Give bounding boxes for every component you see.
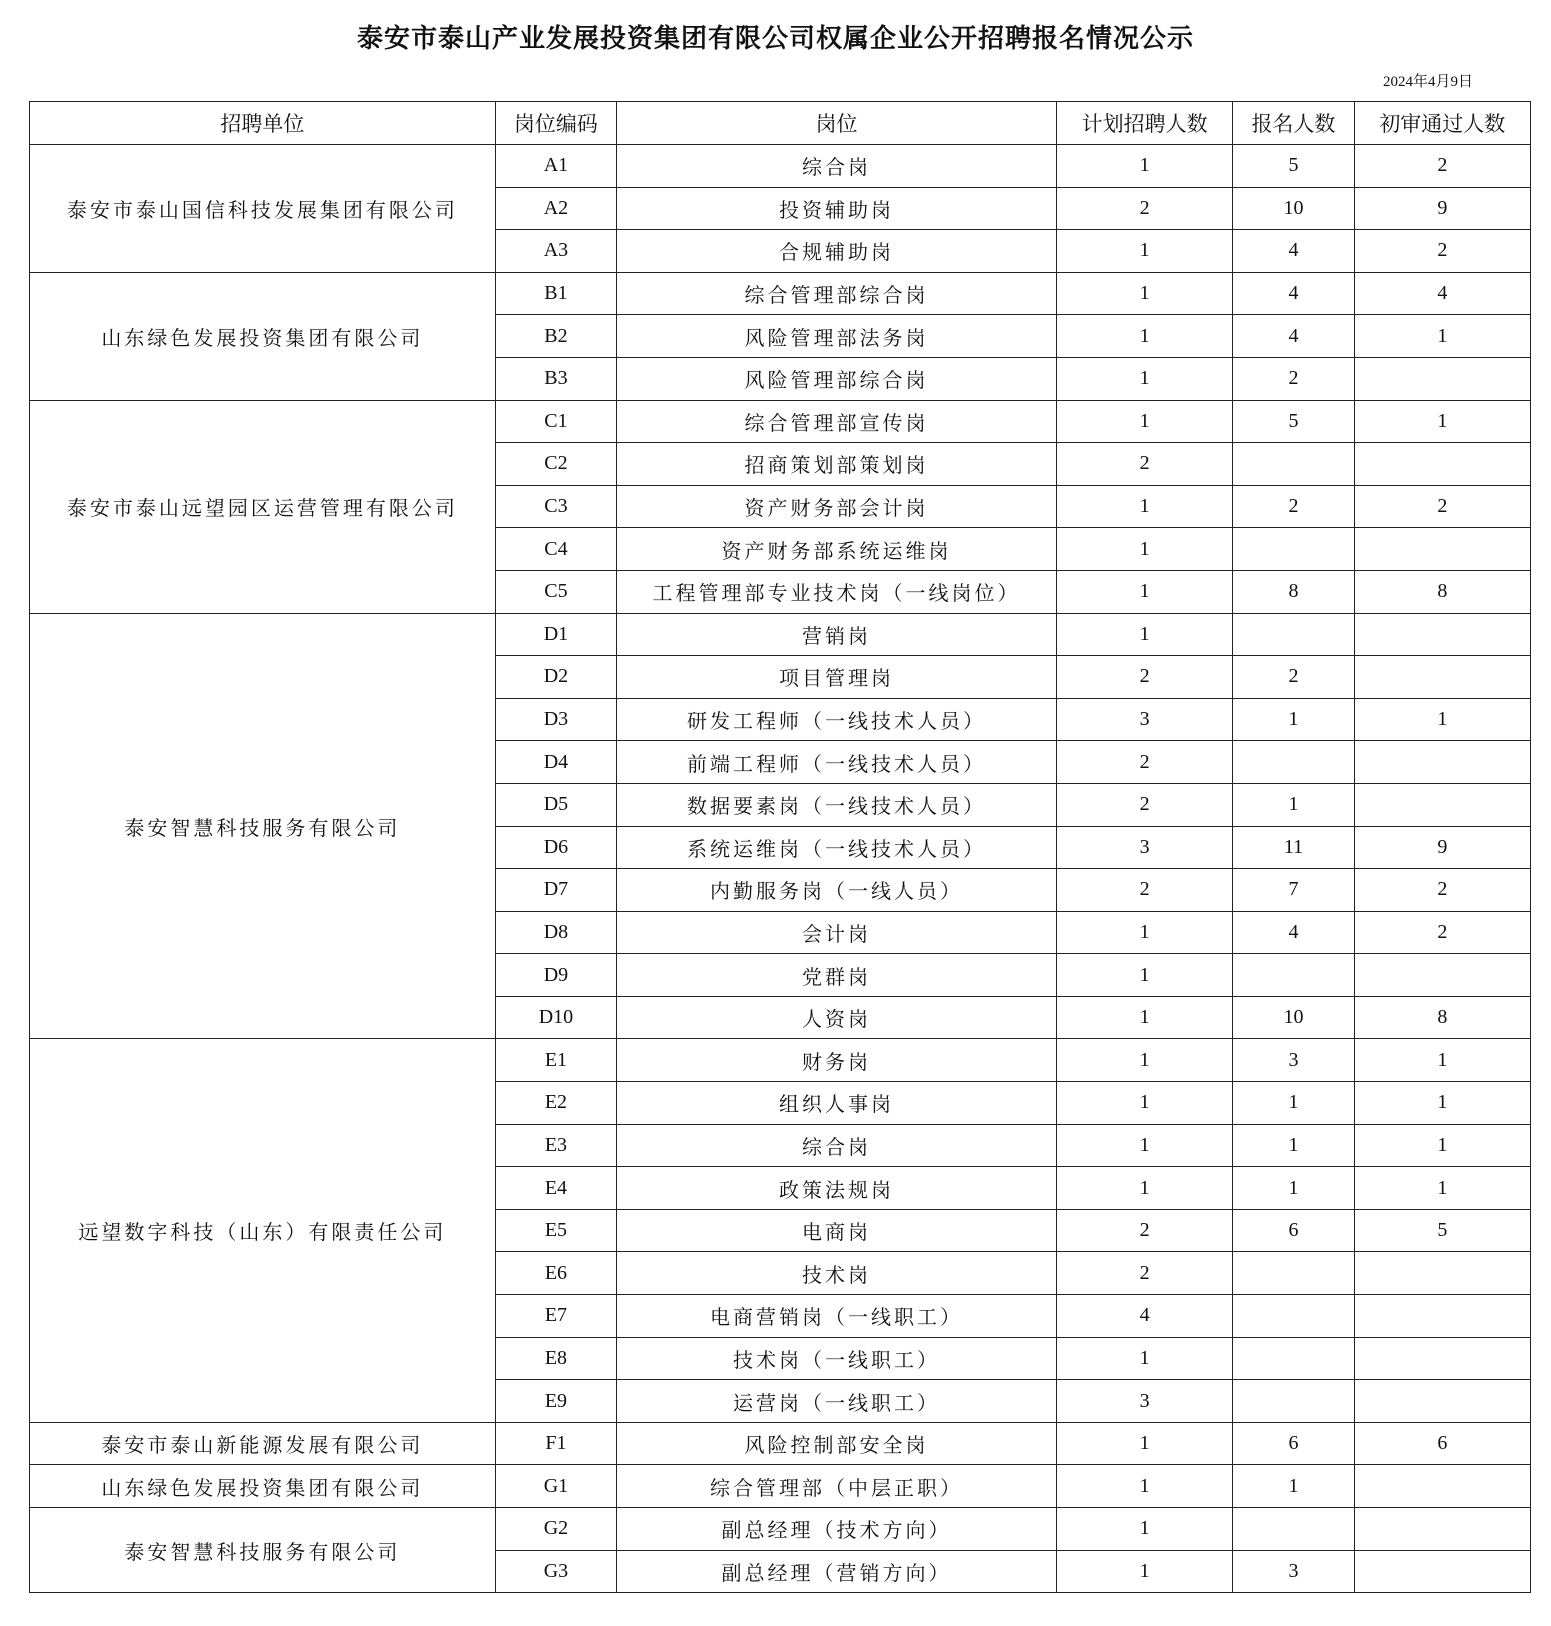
cell-post: 综合管理部综合岗 <box>617 272 1057 315</box>
header-unit: 招聘单位 <box>30 102 496 145</box>
cell-passed <box>1354 1550 1530 1593</box>
cell-passed <box>1354 1337 1530 1380</box>
cell-passed: 8 <box>1354 570 1530 613</box>
cell-applied: 6 <box>1233 1209 1354 1252</box>
cell-passed: 2 <box>1354 911 1530 954</box>
cell-passed: 9 <box>1354 187 1530 230</box>
cell-code: D5 <box>495 783 616 826</box>
cell-plan: 2 <box>1056 741 1232 784</box>
cell-plan: 1 <box>1056 996 1232 1039</box>
table-row <box>30 400 1531 443</box>
cell-code: E9 <box>495 1380 616 1423</box>
cell-plan: 1 <box>1056 357 1232 400</box>
cell-passed <box>1354 1508 1530 1551</box>
cell-post: 营销岗 <box>617 613 1057 656</box>
cell-passed <box>1354 954 1530 997</box>
cell-post: 工程管理部专业技术岗（一线岗位） <box>617 570 1057 613</box>
cell-passed: 1 <box>1354 315 1530 358</box>
cell-plan: 1 <box>1056 1337 1232 1380</box>
cell-plan: 1 <box>1056 528 1232 571</box>
cell-applied: 11 <box>1233 826 1354 869</box>
cell-plan: 3 <box>1056 826 1232 869</box>
cell-applied <box>1233 1508 1354 1551</box>
cell-passed <box>1354 443 1530 486</box>
cell-unit: 泰安市泰山国信科技发展集团有限公司 <box>30 145 496 273</box>
table-header-row <box>30 102 1531 145</box>
cell-code: B2 <box>495 315 616 358</box>
cell-post: 项目管理岗 <box>617 656 1057 699</box>
cell-plan: 1 <box>1056 954 1232 997</box>
cell-post: 副总经理（营销方向） <box>617 1550 1057 1593</box>
cell-plan: 1 <box>1056 1039 1232 1082</box>
cell-applied <box>1233 741 1354 784</box>
cell-post: 资产财务部系统运维岗 <box>617 528 1057 571</box>
cell-applied <box>1233 954 1354 997</box>
cell-code: D1 <box>495 613 616 656</box>
cell-post: 综合管理部宣传岗 <box>617 400 1057 443</box>
cell-post: 合规辅助岗 <box>617 230 1057 273</box>
cell-plan: 1 <box>1056 145 1232 188</box>
cell-unit: 泰安智慧科技服务有限公司 <box>30 1508 496 1593</box>
cell-applied <box>1233 1380 1354 1423</box>
cell-passed: 1 <box>1354 1167 1530 1210</box>
cell-code: D9 <box>495 954 616 997</box>
cell-passed: 1 <box>1354 1124 1530 1167</box>
cell-passed <box>1354 613 1530 656</box>
cell-applied <box>1233 1337 1354 1380</box>
cell-applied <box>1233 1295 1354 1338</box>
cell-passed <box>1354 656 1530 699</box>
cell-post: 招商策划部策划岗 <box>617 443 1057 486</box>
publish-date: 2024年4月9日 <box>1382 74 1473 90</box>
table-row <box>30 1422 1531 1465</box>
table-row <box>30 1465 1531 1508</box>
cell-code: A3 <box>495 230 616 273</box>
cell-plan: 1 <box>1056 230 1232 273</box>
cell-code: E6 <box>495 1252 616 1295</box>
cell-passed: 9 <box>1354 826 1530 869</box>
cell-code: A1 <box>495 145 616 188</box>
cell-code: C2 <box>495 443 616 486</box>
cell-post: 电商营销岗（一线职工） <box>617 1295 1057 1338</box>
cell-post: 财务岗 <box>617 1039 1057 1082</box>
cell-unit: 泰安市泰山新能源发展有限公司 <box>30 1422 496 1465</box>
cell-applied: 4 <box>1233 315 1354 358</box>
cell-post: 党群岗 <box>617 954 1057 997</box>
header-post: 岗位 <box>617 102 1057 145</box>
cell-code: D8 <box>495 911 616 954</box>
cell-plan: 2 <box>1056 1209 1232 1252</box>
cell-post: 资产财务部会计岗 <box>617 485 1057 528</box>
cell-applied <box>1233 528 1354 571</box>
cell-post: 风险管理部综合岗 <box>617 357 1057 400</box>
cell-code: C4 <box>495 528 616 571</box>
cell-plan: 4 <box>1056 1295 1232 1338</box>
cell-plan: 1 <box>1056 911 1232 954</box>
cell-code: C5 <box>495 570 616 613</box>
cell-applied: 1 <box>1233 1124 1354 1167</box>
table-row <box>30 613 1531 656</box>
cell-code: D4 <box>495 741 616 784</box>
cell-unit: 山东绿色发展投资集团有限公司 <box>30 272 496 400</box>
cell-applied: 3 <box>1233 1039 1354 1082</box>
cell-code: C1 <box>495 400 616 443</box>
cell-plan: 1 <box>1056 1465 1232 1508</box>
cell-unit: 远望数字科技（山东）有限责任公司 <box>30 1039 496 1422</box>
cell-applied: 8 <box>1233 570 1354 613</box>
cell-plan: 1 <box>1056 1167 1232 1210</box>
page-title: 泰安市泰山产业发展投资集团有限公司权属企业公开招聘报名情况公示 <box>356 24 1194 54</box>
cell-code: E8 <box>495 1337 616 1380</box>
table-row <box>30 145 1531 188</box>
cell-post: 前端工程师（一线技术人员） <box>617 741 1057 784</box>
cell-passed <box>1354 741 1530 784</box>
cell-applied: 2 <box>1233 357 1354 400</box>
cell-post: 综合岗 <box>617 1124 1057 1167</box>
cell-code: G2 <box>495 1508 616 1551</box>
header-applied: 报名人数 <box>1233 102 1354 145</box>
cell-plan: 3 <box>1056 698 1232 741</box>
cell-passed: 2 <box>1354 145 1530 188</box>
cell-plan: 1 <box>1056 315 1232 358</box>
cell-code: D6 <box>495 826 616 869</box>
cell-passed <box>1354 1465 1530 1508</box>
cell-post: 投资辅助岗 <box>617 187 1057 230</box>
cell-applied <box>1233 443 1354 486</box>
cell-applied: 1 <box>1233 1167 1354 1210</box>
cell-code: D10 <box>495 996 616 1039</box>
cell-plan: 1 <box>1056 1124 1232 1167</box>
cell-post: 副总经理（技术方向） <box>617 1508 1057 1551</box>
cell-passed: 1 <box>1354 400 1530 443</box>
recruitment-table <box>29 101 1531 1593</box>
cell-plan: 2 <box>1056 443 1232 486</box>
cell-code: B3 <box>495 357 616 400</box>
cell-applied: 10 <box>1233 996 1354 1039</box>
cell-code: E3 <box>495 1124 616 1167</box>
cell-passed: 4 <box>1354 272 1530 315</box>
cell-post: 数据要素岗（一线技术人员） <box>617 783 1057 826</box>
cell-post: 综合岗 <box>617 145 1057 188</box>
cell-passed: 8 <box>1354 996 1530 1039</box>
cell-passed: 1 <box>1354 1082 1530 1125</box>
cell-applied: 1 <box>1233 783 1354 826</box>
cell-post: 内勤服务岗（一线人员） <box>617 869 1057 912</box>
cell-passed: 2 <box>1354 485 1530 528</box>
cell-code: G1 <box>495 1465 616 1508</box>
cell-plan: 1 <box>1056 1550 1232 1593</box>
cell-plan: 1 <box>1056 272 1232 315</box>
cell-applied: 1 <box>1233 1082 1354 1125</box>
cell-post: 技术岗（一线职工） <box>617 1337 1057 1380</box>
cell-plan: 1 <box>1056 400 1232 443</box>
cell-applied: 4 <box>1233 230 1354 273</box>
cell-code: E2 <box>495 1082 616 1125</box>
cell-passed: 1 <box>1354 698 1530 741</box>
header-plan: 计划招聘人数 <box>1056 102 1232 145</box>
cell-applied: 7 <box>1233 869 1354 912</box>
cell-plan: 2 <box>1056 656 1232 699</box>
cell-unit: 泰安市泰山远望园区运营管理有限公司 <box>30 400 496 613</box>
header-code: 岗位编码 <box>495 102 616 145</box>
cell-passed: 6 <box>1354 1422 1530 1465</box>
cell-applied: 1 <box>1233 1465 1354 1508</box>
cell-plan: 2 <box>1056 869 1232 912</box>
cell-code: E5 <box>495 1209 616 1252</box>
cell-code: C3 <box>495 485 616 528</box>
cell-plan: 2 <box>1056 783 1232 826</box>
cell-passed: 2 <box>1354 869 1530 912</box>
cell-code: D2 <box>495 656 616 699</box>
cell-applied: 3 <box>1233 1550 1354 1593</box>
cell-code: D3 <box>495 698 616 741</box>
table-body <box>30 145 1531 1593</box>
cell-post: 人资岗 <box>617 996 1057 1039</box>
cell-passed <box>1354 1295 1530 1338</box>
cell-plan: 2 <box>1056 1252 1232 1295</box>
cell-post: 运营岗（一线职工） <box>617 1380 1057 1423</box>
cell-code: F1 <box>495 1422 616 1465</box>
cell-post: 风险管理部法务岗 <box>617 315 1057 358</box>
cell-code: G3 <box>495 1550 616 1593</box>
cell-applied: 4 <box>1233 272 1354 315</box>
cell-post: 综合管理部（中层正职） <box>617 1465 1057 1508</box>
cell-code: E1 <box>495 1039 616 1082</box>
cell-code: E4 <box>495 1167 616 1210</box>
cell-passed <box>1354 528 1530 571</box>
cell-passed <box>1354 357 1530 400</box>
cell-code: D7 <box>495 869 616 912</box>
cell-applied: 2 <box>1233 485 1354 528</box>
cell-passed <box>1354 1252 1530 1295</box>
cell-post: 政策法规岗 <box>617 1167 1057 1210</box>
cell-plan: 3 <box>1056 1380 1232 1423</box>
header-passed: 初审通过人数 <box>1354 102 1530 145</box>
table-row <box>30 272 1531 315</box>
cell-applied: 4 <box>1233 911 1354 954</box>
cell-unit: 泰安智慧科技服务有限公司 <box>30 613 496 1039</box>
cell-applied: 2 <box>1233 656 1354 699</box>
cell-code: E7 <box>495 1295 616 1338</box>
cell-passed: 2 <box>1354 230 1530 273</box>
cell-post: 组织人事岗 <box>617 1082 1057 1125</box>
cell-plan: 1 <box>1056 570 1232 613</box>
cell-passed: 1 <box>1354 1039 1530 1082</box>
table-row <box>30 1508 1531 1551</box>
cell-applied: 1 <box>1233 698 1354 741</box>
cell-plan: 1 <box>1056 1082 1232 1125</box>
cell-unit: 山东绿色发展投资集团有限公司 <box>30 1465 496 1508</box>
cell-applied <box>1233 1252 1354 1295</box>
cell-code: B1 <box>495 272 616 315</box>
cell-post: 研发工程师（一线技术人员） <box>617 698 1057 741</box>
cell-applied <box>1233 613 1354 656</box>
cell-post: 风险控制部安全岗 <box>617 1422 1057 1465</box>
cell-passed <box>1354 783 1530 826</box>
cell-plan: 1 <box>1056 1508 1232 1551</box>
cell-post: 技术岗 <box>617 1252 1057 1295</box>
cell-passed: 5 <box>1354 1209 1530 1252</box>
cell-applied: 6 <box>1233 1422 1354 1465</box>
cell-plan: 1 <box>1056 613 1232 656</box>
cell-applied: 10 <box>1233 187 1354 230</box>
cell-post: 会计岗 <box>617 911 1057 954</box>
cell-plan: 2 <box>1056 187 1232 230</box>
cell-post: 系统运维岗（一线技术人员） <box>617 826 1057 869</box>
cell-plan: 1 <box>1056 485 1232 528</box>
cell-applied: 5 <box>1233 145 1354 188</box>
table-row <box>30 1039 1531 1082</box>
cell-applied: 5 <box>1233 400 1354 443</box>
cell-passed <box>1354 1380 1530 1423</box>
cell-post: 电商岗 <box>617 1209 1057 1252</box>
cell-plan: 1 <box>1056 1422 1232 1465</box>
cell-code: A2 <box>495 187 616 230</box>
